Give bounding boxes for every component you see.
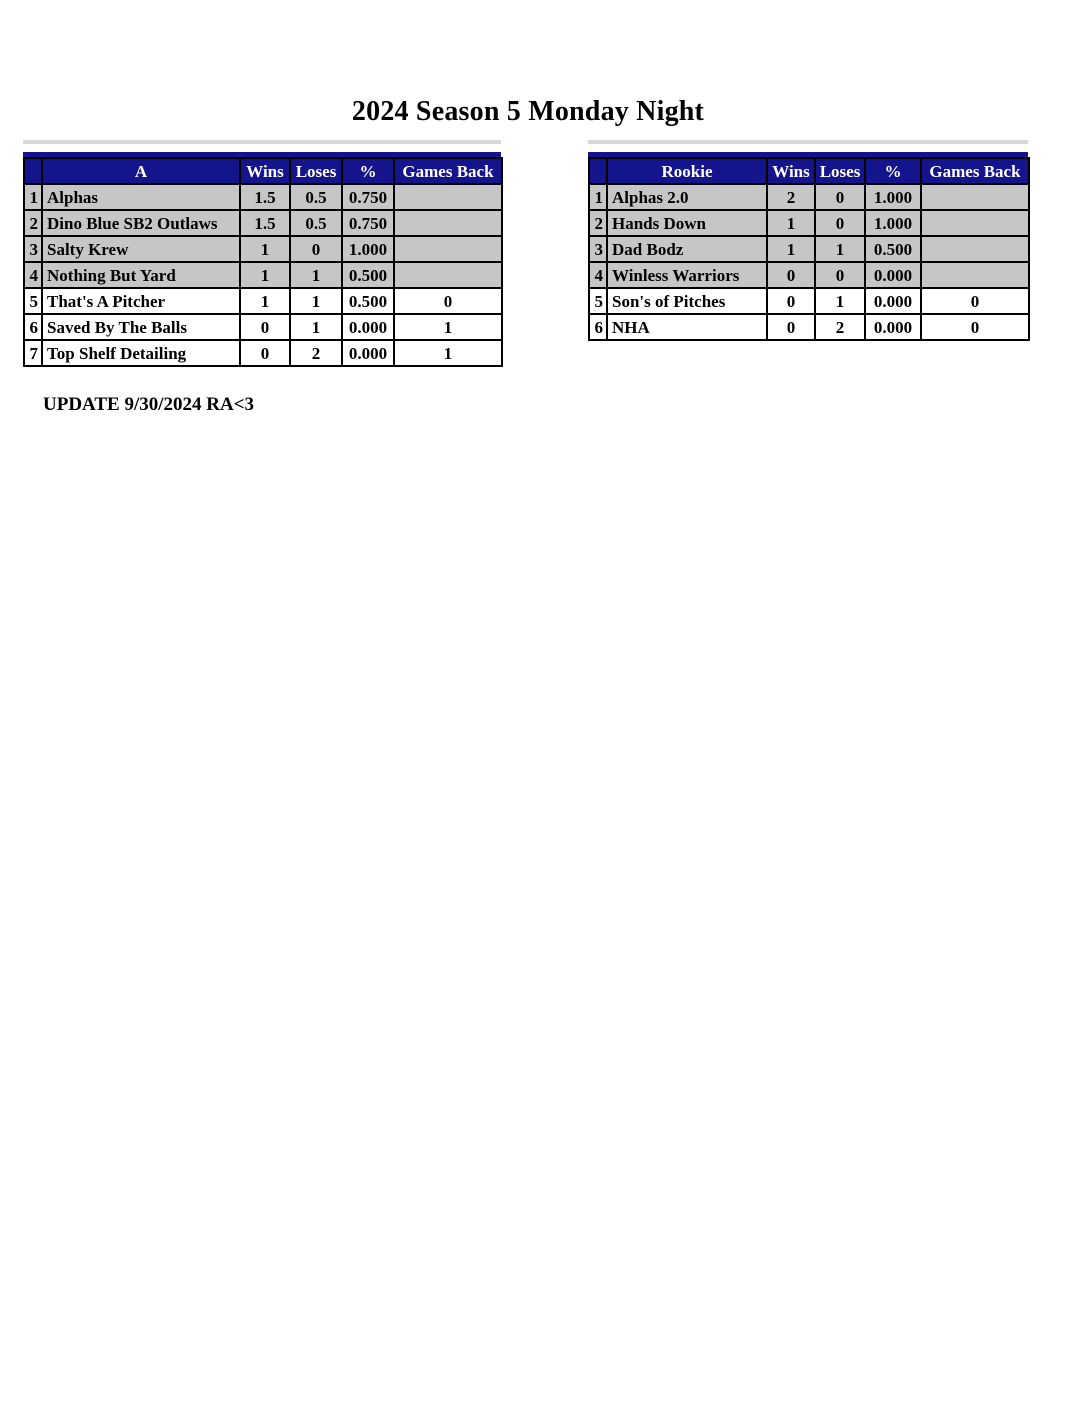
pct-cell: 0.000 [865,262,921,288]
pct-cell: 1.000 [865,184,921,210]
table-row [589,288,1029,314]
table-row [589,236,1029,262]
table-row [589,262,1029,288]
loses-cell: 0 [290,236,342,262]
table-row [24,340,502,366]
team-name-cell: Dino Blue SB2 Outlaws [42,210,240,236]
gridline-strip [23,140,501,144]
team-name-cell: Dad Bodz [607,236,767,262]
games-back-cell [394,210,502,236]
wins-cell: 0 [240,340,290,366]
team-name-cell: NHA [607,314,767,340]
wins-cell: 0 [767,262,815,288]
pct-cell: 1.000 [342,236,394,262]
games-back-cell: 0 [921,288,1029,314]
standings-table-division-rookie [588,140,1028,341]
team-name-cell: Nothing But Yard [42,262,240,288]
wins-cell: 1.5 [240,184,290,210]
games-back-cell [394,262,502,288]
loses-cell: 2 [290,340,342,366]
table-row [24,288,502,314]
rank-cell: 2 [589,210,607,236]
games-back-cell [921,184,1029,210]
games-back-cell: 0 [394,288,502,314]
wins-cell: 2 [767,184,815,210]
pct-cell: 0.500 [342,288,394,314]
table-row [24,262,502,288]
loses-cell: 1 [290,262,342,288]
gridline-strip [588,140,1028,144]
header-rank-blank [589,158,607,184]
page-title: 2024 Season 5 Monday Night [351,96,705,127]
pct-cell: 0.000 [342,314,394,340]
pct-cell: 0.000 [342,340,394,366]
pct-cell: 0.750 [342,184,394,210]
team-name-cell: Hands Down [607,210,767,236]
rank-cell: 2 [24,210,42,236]
loses-cell: 2 [815,314,865,340]
division-a-table [23,157,503,367]
pct-cell: 0.750 [342,210,394,236]
games-back-cell: 0 [921,314,1029,340]
team-name-cell: Salty Krew [42,236,240,262]
games-back-cell [394,236,502,262]
loses-cell: 0.5 [290,210,342,236]
wins-cell: 0 [240,314,290,340]
wins-cell: 1 [240,288,290,314]
pct-cell: 0.000 [865,314,921,340]
header-games-back: Games Back [921,158,1029,184]
wins-cell: 0 [767,288,815,314]
games-back-cell: 1 [394,340,502,366]
team-name-cell: Saved By The Balls [42,314,240,340]
loses-cell: 0 [815,262,865,288]
team-name-cell: That's A Pitcher [42,288,240,314]
games-back-cell [921,236,1029,262]
wins-cell: 1.5 [240,210,290,236]
table-row [589,210,1029,236]
loses-cell: 1 [815,288,865,314]
rank-cell: 5 [24,288,42,314]
header-games-back: Games Back [394,158,502,184]
pct-cell: 0.500 [342,262,394,288]
pct-cell: 0.000 [865,288,921,314]
header-rank-blank [24,158,42,184]
rank-cell: 3 [589,236,607,262]
pct-cell: 0.500 [865,236,921,262]
wins-cell: 1 [767,210,815,236]
division-rookie-table [588,157,1030,341]
header-wins: Wins [240,158,290,184]
header-pct: % [342,158,394,184]
team-name-cell: Winless Warriors [607,262,767,288]
rank-cell: 7 [24,340,42,366]
team-name-cell: Alphas [42,184,240,210]
header-division-name: Rookie [607,158,767,184]
header-loses: Loses [815,158,865,184]
wins-cell: 1 [240,262,290,288]
header-loses: Loses [290,158,342,184]
header-division-name: A [42,158,240,184]
update-note: UPDATE 9/30/2024 RA<3 [43,394,255,415]
loses-cell: 0.5 [290,184,342,210]
loses-cell: 0 [815,184,865,210]
rank-cell: 1 [589,184,607,210]
team-name-cell: Son's of Pitches [607,288,767,314]
wins-cell: 0 [767,314,815,340]
wins-cell: 1 [240,236,290,262]
team-name-cell: Top Shelf Detailing [42,340,240,366]
games-back-cell [921,210,1029,236]
table-row [589,184,1029,210]
loses-cell: 1 [815,236,865,262]
rank-cell: 4 [589,262,607,288]
rank-cell: 3 [24,236,42,262]
loses-cell: 0 [815,210,865,236]
header-row [589,158,1029,184]
table-row [24,184,502,210]
rank-cell: 6 [24,314,42,340]
header-wins: Wins [767,158,815,184]
loses-cell: 1 [290,288,342,314]
standings-table-division-a [23,140,501,367]
table-row [589,314,1029,340]
games-back-cell [921,262,1029,288]
table-row [24,236,502,262]
wins-cell: 1 [767,236,815,262]
rank-cell: 4 [24,262,42,288]
rank-cell: 6 [589,314,607,340]
table-row [24,210,502,236]
header-row [24,158,502,184]
pct-cell: 1.000 [865,210,921,236]
team-name-cell: Alphas 2.0 [607,184,767,210]
header-pct: % [865,158,921,184]
games-back-cell [394,184,502,210]
rank-cell: 1 [24,184,42,210]
table-row [24,314,502,340]
loses-cell: 1 [290,314,342,340]
games-back-cell: 1 [394,314,502,340]
rank-cell: 5 [589,288,607,314]
